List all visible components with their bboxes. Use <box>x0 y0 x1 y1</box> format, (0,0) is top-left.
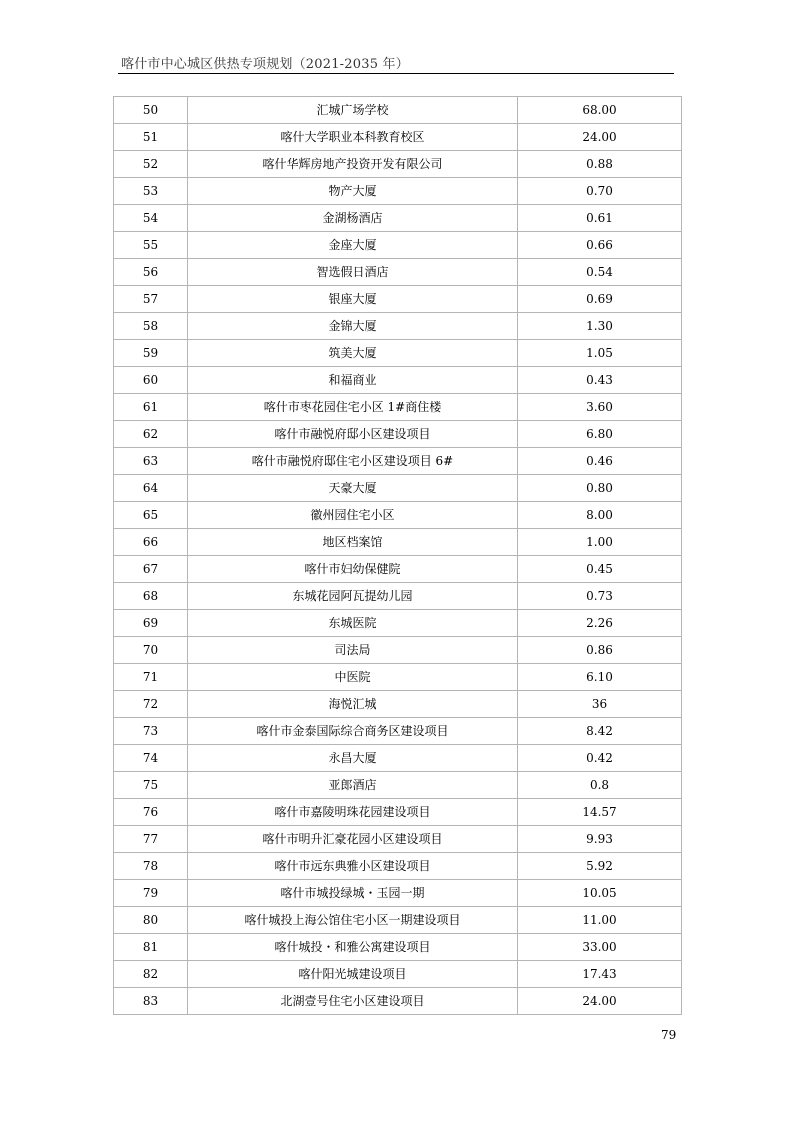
table-row <box>114 718 682 745</box>
value-cell: 0.54 <box>518 259 682 286</box>
table-row <box>114 178 682 205</box>
row-number-cell: 82 <box>114 961 188 988</box>
table-row <box>114 853 682 880</box>
row-number-cell: 64 <box>114 475 188 502</box>
table-row <box>114 340 682 367</box>
value-cell: 9.93 <box>518 826 682 853</box>
row-number-cell: 69 <box>114 610 188 637</box>
value-cell: 0.73 <box>518 583 682 610</box>
value-cell: 0.43 <box>518 367 682 394</box>
table-row <box>114 475 682 502</box>
value-cell: 0.69 <box>518 286 682 313</box>
project-name-cell: 金座大厦 <box>188 232 518 259</box>
project-name-cell: 智选假日酒店 <box>188 259 518 286</box>
table-row <box>114 610 682 637</box>
value-cell: 2.26 <box>518 610 682 637</box>
table-row <box>114 907 682 934</box>
row-number-cell: 51 <box>114 124 188 151</box>
project-name-cell: 司法局 <box>188 637 518 664</box>
row-number-cell: 74 <box>114 745 188 772</box>
row-number-cell: 61 <box>114 394 188 421</box>
value-cell: 0.42 <box>518 745 682 772</box>
row-number-cell: 59 <box>114 340 188 367</box>
project-name-cell: 天豪大厦 <box>188 475 518 502</box>
value-cell: 1.00 <box>518 529 682 556</box>
value-cell: 0.70 <box>518 178 682 205</box>
project-name-cell: 喀什城投・和雅公寓建设项目 <box>188 934 518 961</box>
table-row <box>114 745 682 772</box>
row-number-cell: 60 <box>114 367 188 394</box>
row-number-cell: 62 <box>114 421 188 448</box>
value-cell: 11.00 <box>518 907 682 934</box>
table-row <box>114 448 682 475</box>
row-number-cell: 76 <box>114 799 188 826</box>
table-row <box>114 772 682 799</box>
table-row <box>114 97 682 124</box>
table-row <box>114 232 682 259</box>
table-row <box>114 529 682 556</box>
table-row <box>114 961 682 988</box>
project-name-cell: 金湖杨酒店 <box>188 205 518 232</box>
table-row <box>114 934 682 961</box>
table-row <box>114 286 682 313</box>
row-number-cell: 70 <box>114 637 188 664</box>
value-cell: 0.46 <box>518 448 682 475</box>
project-name-cell: 亚郎酒店 <box>188 772 518 799</box>
value-cell: 6.10 <box>518 664 682 691</box>
value-cell: 0.88 <box>518 151 682 178</box>
row-number-cell: 66 <box>114 529 188 556</box>
table-row <box>114 151 682 178</box>
table-row <box>114 583 682 610</box>
table-row <box>114 502 682 529</box>
row-number-cell: 73 <box>114 718 188 745</box>
project-name-cell: 喀什市明升汇豪花园小区建设项目 <box>188 826 518 853</box>
header-rule <box>118 73 674 74</box>
value-cell: 36 <box>518 691 682 718</box>
table-row <box>114 988 682 1015</box>
project-name-cell: 东城花园阿瓦提幼儿园 <box>188 583 518 610</box>
row-number-cell: 71 <box>114 664 188 691</box>
row-number-cell: 75 <box>114 772 188 799</box>
row-number-cell: 53 <box>114 178 188 205</box>
table-row <box>114 421 682 448</box>
table-row <box>114 556 682 583</box>
row-number-cell: 58 <box>114 313 188 340</box>
value-cell: 0.8 <box>518 772 682 799</box>
project-name-cell: 喀什城投上海公馆住宅小区一期建设项目 <box>188 907 518 934</box>
project-name-cell: 喀什市嘉陵明珠花园建设项目 <box>188 799 518 826</box>
table-row <box>114 880 682 907</box>
table-row <box>114 637 682 664</box>
row-number-cell: 77 <box>114 826 188 853</box>
project-name-cell: 地区档案馆 <box>188 529 518 556</box>
value-cell: 0.80 <box>518 475 682 502</box>
project-name-cell: 喀什市融悦府邸小区建设项目 <box>188 421 518 448</box>
value-cell: 0.86 <box>518 637 682 664</box>
value-cell: 1.30 <box>518 313 682 340</box>
project-name-cell: 永昌大厦 <box>188 745 518 772</box>
row-number-cell: 72 <box>114 691 188 718</box>
project-name-cell: 东城医院 <box>188 610 518 637</box>
table-row <box>114 259 682 286</box>
data-table <box>113 96 682 1015</box>
row-number-cell: 56 <box>114 259 188 286</box>
page-number: 79 <box>661 1028 677 1042</box>
project-name-cell: 汇城广场学校 <box>188 97 518 124</box>
value-cell: 33.00 <box>518 934 682 961</box>
value-cell: 17.43 <box>518 961 682 988</box>
project-name-cell: 喀什大学职业本科教育校区 <box>188 124 518 151</box>
row-number-cell: 78 <box>114 853 188 880</box>
row-number-cell: 57 <box>114 286 188 313</box>
value-cell: 1.05 <box>518 340 682 367</box>
row-number-cell: 52 <box>114 151 188 178</box>
value-cell: 24.00 <box>518 124 682 151</box>
value-cell: 14.57 <box>518 799 682 826</box>
row-number-cell: 55 <box>114 232 188 259</box>
project-name-cell: 喀什市城投绿城・玉园一期 <box>188 880 518 907</box>
table-body <box>114 97 682 1015</box>
project-name-cell: 海悦汇城 <box>188 691 518 718</box>
row-number-cell: 50 <box>114 97 188 124</box>
table-row <box>114 313 682 340</box>
project-name-cell: 徽州园住宅小区 <box>188 502 518 529</box>
value-cell: 0.61 <box>518 205 682 232</box>
table-row <box>114 367 682 394</box>
row-number-cell: 65 <box>114 502 188 529</box>
project-name-cell: 喀什市金泰国际综合商务区建设项目 <box>188 718 518 745</box>
table-row <box>114 826 682 853</box>
table-row <box>114 799 682 826</box>
value-cell: 0.66 <box>518 232 682 259</box>
project-name-cell: 喀什市妇幼保健院 <box>188 556 518 583</box>
row-number-cell: 80 <box>114 907 188 934</box>
row-number-cell: 54 <box>114 205 188 232</box>
value-cell: 6.80 <box>518 421 682 448</box>
project-name-cell: 银座大厦 <box>188 286 518 313</box>
value-cell: 0.45 <box>518 556 682 583</box>
value-cell: 8.00 <box>518 502 682 529</box>
project-name-cell: 和福商业 <box>188 367 518 394</box>
project-name-cell: 物产大厦 <box>188 178 518 205</box>
project-name-cell: 喀什华辉房地产投资开发有限公司 <box>188 151 518 178</box>
table-row <box>114 394 682 421</box>
project-name-cell: 中医院 <box>188 664 518 691</box>
row-number-cell: 83 <box>114 988 188 1015</box>
value-cell: 5.92 <box>518 853 682 880</box>
value-cell: 8.42 <box>518 718 682 745</box>
row-number-cell: 67 <box>114 556 188 583</box>
value-cell: 10.05 <box>518 880 682 907</box>
project-name-cell: 金锦大厦 <box>188 313 518 340</box>
row-number-cell: 79 <box>114 880 188 907</box>
table-row <box>114 664 682 691</box>
project-name-cell: 筑美大厦 <box>188 340 518 367</box>
running-header: 喀什市中心城区供热专项规划（2021-2035 年） <box>121 57 409 72</box>
row-number-cell: 63 <box>114 448 188 475</box>
project-name-cell: 喀什市远东典雅小区建设项目 <box>188 853 518 880</box>
value-cell: 3.60 <box>518 394 682 421</box>
project-name-cell: 北湖壹号住宅小区建设项目 <box>188 988 518 1015</box>
project-name-cell: 喀什阳光城建设项目 <box>188 961 518 988</box>
table-row <box>114 124 682 151</box>
value-cell: 24.00 <box>518 988 682 1015</box>
value-cell: 68.00 <box>518 97 682 124</box>
row-number-cell: 68 <box>114 583 188 610</box>
table-row <box>114 205 682 232</box>
table-row <box>114 691 682 718</box>
row-number-cell: 81 <box>114 934 188 961</box>
project-name-cell: 喀什市融悦府邸住宅小区建设项目 6# <box>188 448 518 475</box>
project-name-cell: 喀什市枣花园住宅小区 1#商住楼 <box>188 394 518 421</box>
